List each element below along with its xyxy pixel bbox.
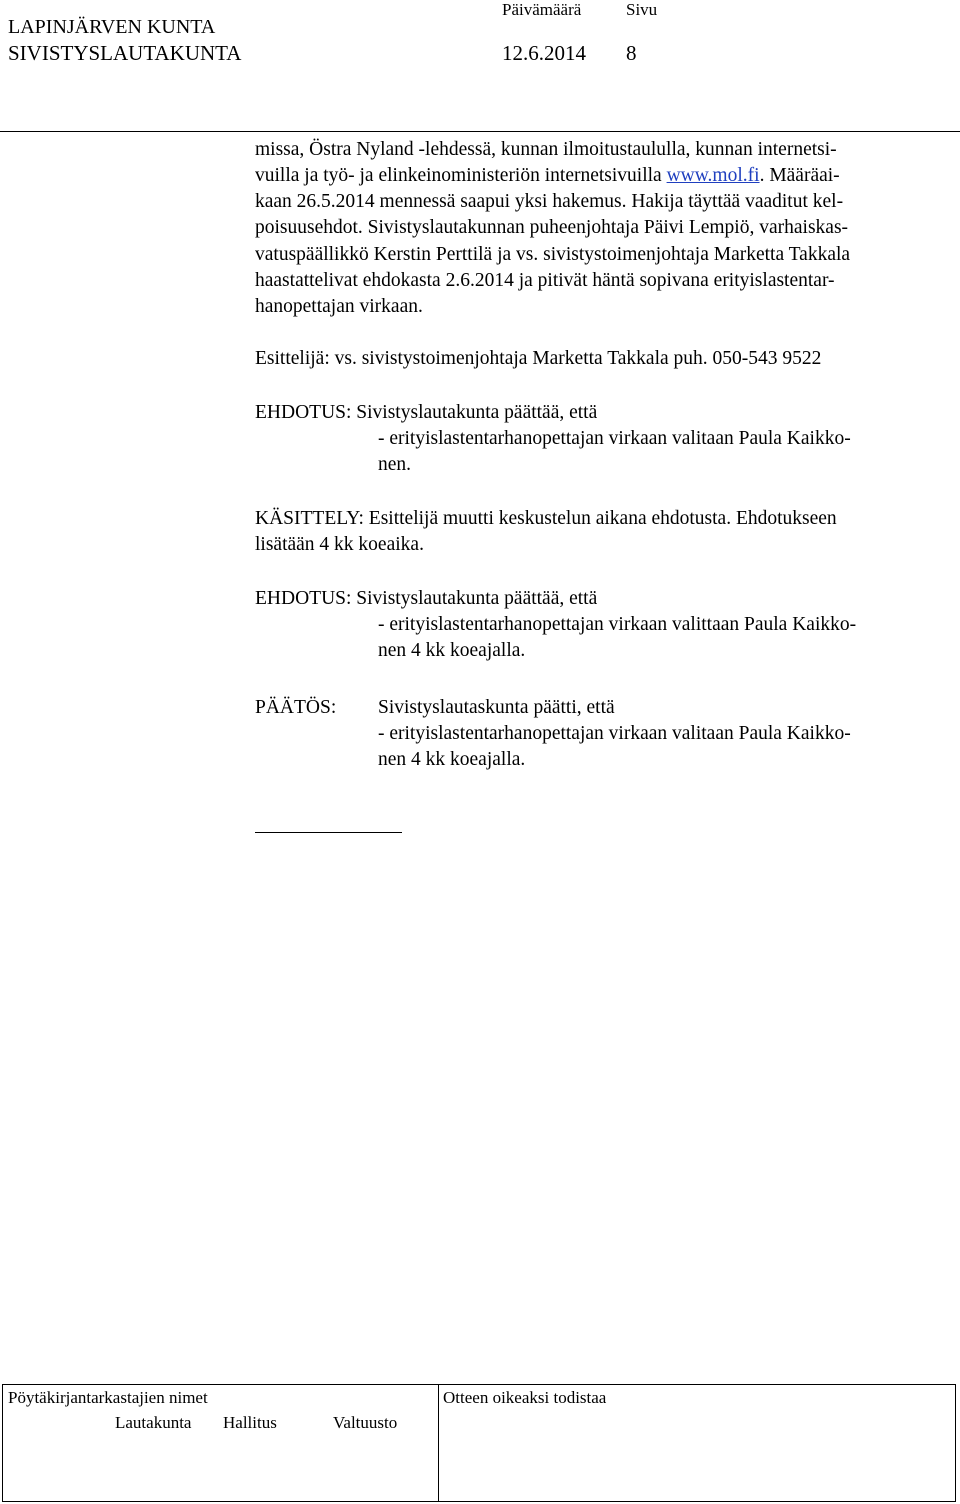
decision-item: nen 4 kk koeajalla.: [378, 749, 526, 770]
paragraph-line: haastattelivat ehdokasta 2.6.2014 ja pitivät häntä sopivana erityislastentar-: [255, 270, 835, 291]
handling-line: lisätään 4 kk koeaika.: [255, 534, 424, 555]
footer-signature-box: [2, 1384, 956, 1502]
checkers-label: Pöytäkirjantarkastajien nimet: [8, 1388, 208, 1407]
proposal-heading: EHDOTUS: Sivistyslautakunta päättää, että: [255, 588, 598, 609]
proposal-item: nen.: [378, 454, 412, 475]
board-name: SIVISTYSLAUTAKUNTA: [8, 41, 242, 65]
paragraph-line: poisuusehdot. Sivistyslautakunnan puheenjohtaja Päivi Lempiö, varhaiskas-: [255, 217, 849, 238]
proposal-item: - erityislastentarhanopettajan virkaan valitaan Paula Kaikko-: [378, 428, 851, 449]
document-date: 12.6.2014: [502, 41, 586, 65]
header-divider: [0, 131, 960, 132]
proposal-heading: EHDOTUS: Sivistyslautakunta päättää, että: [255, 402, 598, 423]
certified-label: Otteen oikeaksi todistaa: [443, 1388, 607, 1407]
text-span: vuilla ja työ- ja elinkeinoministeriön internetsivuilla: [255, 165, 667, 186]
decision-label: PÄÄTÖS:: [255, 697, 337, 718]
presenter-line: Esittelijä: vs. sivistystoimenjohtaja Marketta Takkala puh. 050-543 9522: [255, 348, 822, 369]
section-end-rule: [255, 832, 402, 833]
paragraph-line: vatuspäällikkö Kerstin Perttilä ja vs. sivistystoimenjohtaja Marketta Takkala: [255, 244, 851, 265]
council-label: Valtuusto: [333, 1413, 398, 1432]
footer-divider: [438, 1385, 439, 1501]
handling-line: KÄSITTELY: Esittelijä muutti keskustelun aikana ehdotusta. Ehdotukseen: [255, 508, 837, 529]
paragraph-line: missa, Östra Nyland -lehdessä, kunnan ilmoitustaululla, kunnan internetsi-: [255, 139, 837, 160]
government-label: Hallitus: [223, 1413, 277, 1432]
proposal-item: nen 4 kk koeajalla.: [378, 640, 526, 661]
mol-link[interactable]: www.mol.fi: [666, 165, 760, 186]
page-number: 8: [626, 41, 637, 65]
decision-heading: Sivistyslautaskunta päätti, että: [378, 697, 615, 718]
municipality-name: LAPINJÄRVEN KUNTA: [8, 16, 216, 38]
decision-item: - erityislastentarhanopettajan virkaan valitaan Paula Kaikko-: [378, 723, 851, 744]
paragraph-line: hanopettajan virkaan.: [255, 296, 423, 317]
date-label: Päivämäärä: [502, 0, 582, 19]
proposal-item: - erityislastentarhanopettajan virkaan valittaan Paula Kaikko-: [378, 614, 857, 635]
paragraph-line: kaan 26.5.2014 mennessä saapui yksi hakemus. Hakija täyttää vaaditut kel-: [255, 191, 844, 212]
text-span: . Määräai-: [759, 165, 840, 186]
paragraph-line: [255, 163, 840, 189]
board-label: Lautakunta: [115, 1413, 192, 1432]
page-label: Sivu: [626, 0, 658, 19]
